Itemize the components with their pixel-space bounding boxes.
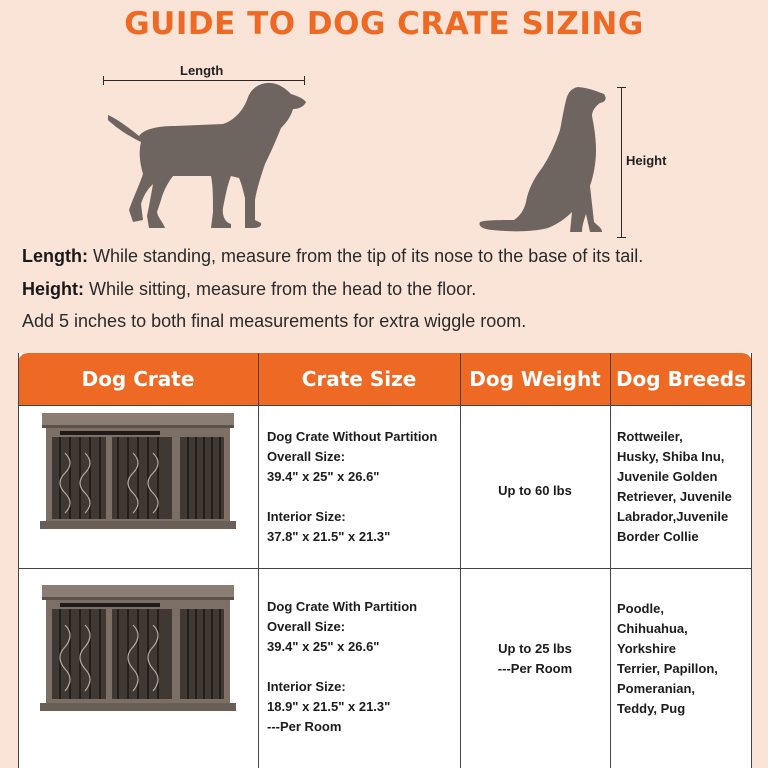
- row2-crate-size: [267, 597, 417, 737]
- row1-breed-line: Rottweiler,: [617, 429, 683, 444]
- row1-size-line: [267, 487, 437, 507]
- row1-size-line: 39.4" x 25" x 26.6": [267, 469, 380, 484]
- height-line: [621, 87, 622, 237]
- row1-breed-line: Border Collie: [617, 529, 699, 544]
- row1-size-line: 37.8" x 21.5" x 21.3": [267, 529, 391, 544]
- crate-with-partition-image: [40, 585, 236, 713]
- row1-crate-size: [267, 427, 437, 547]
- crate-size-table: [18, 353, 752, 768]
- row2-breed-line: Poodle,: [617, 601, 664, 616]
- height-instruction: [22, 279, 476, 300]
- row2-breed-line: Chihuahua,: [617, 621, 688, 636]
- height-instruction-text: While sitting, measure from the head to the floor.: [84, 279, 477, 299]
- row2-dog-breeds: [617, 599, 718, 719]
- header-dog-weight: Dog Weight: [469, 367, 601, 391]
- column-divider-2: [460, 353, 461, 768]
- row2-size-line: Interior Size:: [267, 679, 346, 694]
- row2-size-line: 39.4" x 25" x 26.6": [267, 639, 380, 654]
- row2-breed-line: Pomeranian,: [617, 681, 696, 696]
- row1-breed-line: Labrador,Juvenile: [617, 509, 729, 524]
- row2-breed-line: Terrier, Papillon,: [617, 661, 718, 676]
- row2-size-line: Overall Size:: [267, 619, 346, 634]
- row1-size-line: Dog Crate Without Partition: [267, 429, 438, 444]
- row1-breed-line: Husky, Shiba Inu,: [617, 449, 725, 464]
- row1-breed-line: Juvenile Golden: [617, 469, 718, 484]
- length-label: Length: [180, 63, 224, 78]
- column-divider-3: [610, 353, 611, 768]
- row2-size-line: Dog Crate With Partition: [267, 599, 418, 614]
- row2-weight-line: ---Per Room: [497, 661, 573, 676]
- standing-dog-silhouette: [105, 80, 310, 230]
- length-instruction-key: Length:: [22, 246, 88, 266]
- row-divider: [18, 568, 752, 569]
- crate-without-partition-image: [40, 413, 236, 531]
- header-crate-size: Crate Size: [301, 367, 417, 391]
- row2-dog-weight: [460, 639, 610, 679]
- row1-dog-breeds: [617, 427, 732, 547]
- row2-breed-line: Yorkshire: [617, 641, 677, 656]
- page-title: GUIDE TO DOG CRATE SIZING: [124, 6, 644, 42]
- row1-weight-line: Up to 60 lbs: [498, 483, 572, 498]
- row1-size-line: Overall Size:: [267, 449, 346, 464]
- row1-breed-line: Retriever, Juvenile: [617, 489, 732, 504]
- height-label: Height: [626, 153, 667, 168]
- column-divider-1: [258, 353, 259, 768]
- row2-breed-line: Teddy, Pug: [617, 701, 686, 716]
- header-dog-breeds: Dog Breeds: [615, 367, 747, 391]
- row1-size-line: Interior Size:: [267, 509, 346, 524]
- row2-size-line: [267, 657, 417, 677]
- header-dog-crate: Dog Crate: [81, 367, 195, 391]
- table-border-left: [18, 353, 19, 768]
- table-header: [18, 353, 752, 405]
- row1-dog-weight: [460, 481, 610, 501]
- height-tick-bottom: [617, 237, 626, 238]
- extra-room-instruction: Add 5 inches to both final measurements for extra wiggle room.: [22, 311, 527, 331]
- length-instruction-text: While standing, measure from the tip of its nose to the base of its tail.: [87, 246, 644, 266]
- row2-size-line: ---Per Room: [267, 719, 342, 734]
- sitting-dog-silhouette: [478, 86, 610, 236]
- height-instruction-key: Height:: [22, 279, 84, 299]
- row2-size-line: 18.9" x 21.5" x 21.3": [267, 699, 391, 714]
- header-bottom-line: [18, 405, 752, 406]
- row2-weight-line: Up to 25 lbs: [498, 641, 572, 656]
- table-border-right: [751, 353, 752, 768]
- length-instruction: [22, 246, 643, 267]
